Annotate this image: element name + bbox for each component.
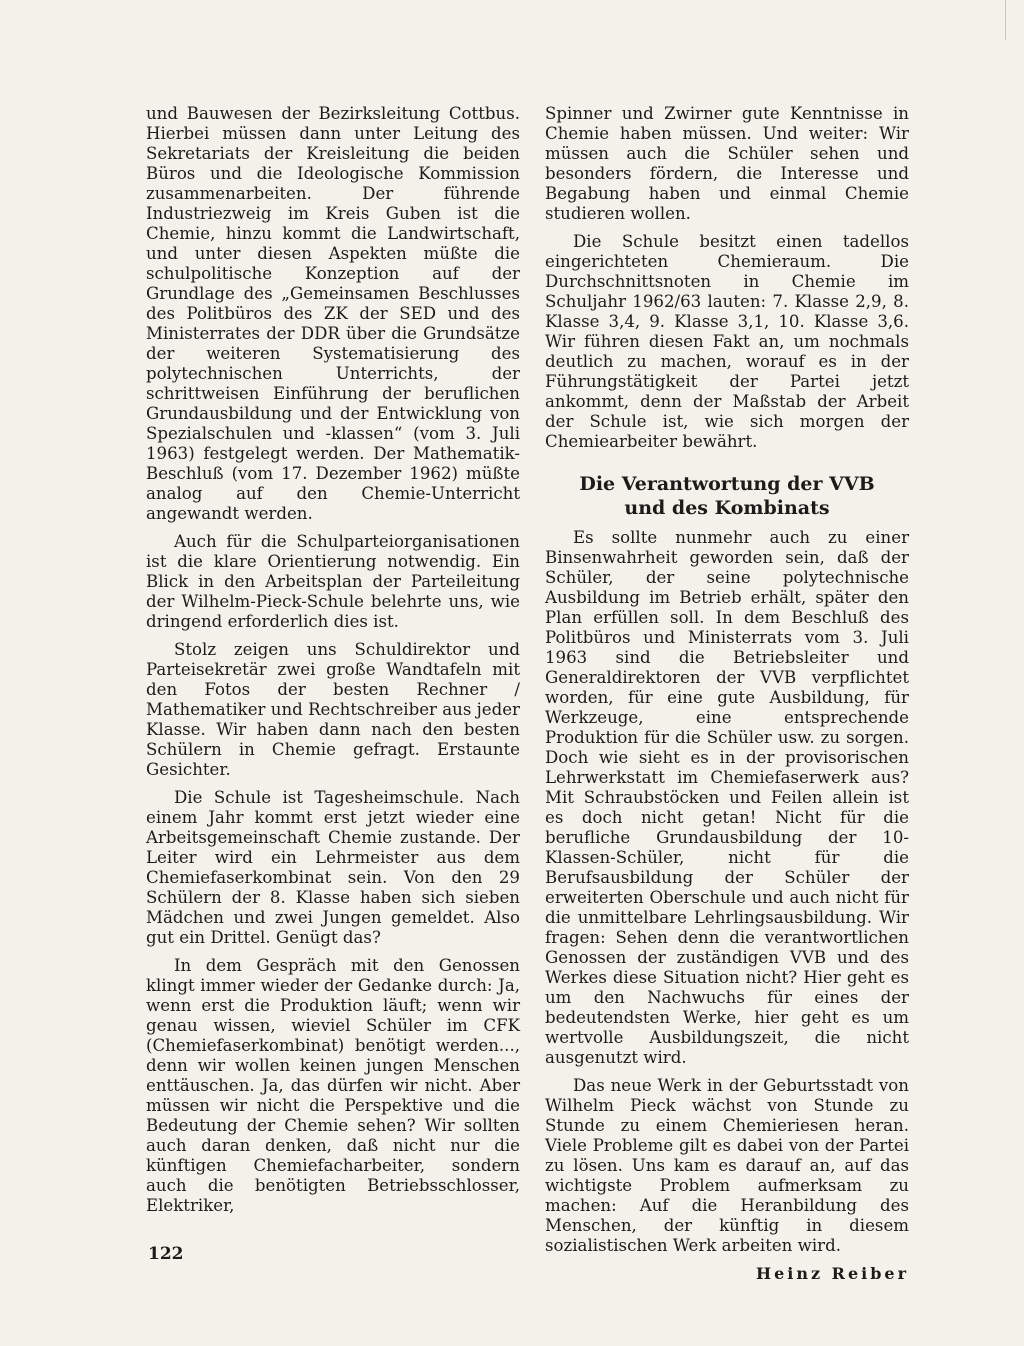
section-heading-line-1: Die Verantwortung der VVB <box>579 473 875 495</box>
left-paragraph-3: Stolz zeigen uns Schuldirektor und Parteisekretär zwei große Wandtafeln mit den Fotos der besten Rechner / Mathematiker und Rechtschreiber aus jeder Klasse. Wir haben dann nach den besten Schülern in Chemie gefragt. Erstaunte Gesichter. <box>146 640 520 779</box>
left-paragraph-2: Auch für die Schulparteiorganisationen ist die klare Orientierung notwendig. Ein Blick in den Arbeitsplan der Parteileitung der Wilhelm-Pieck-Schule belehrte uns, wie dringend erforderlich dies ist. <box>146 532 520 631</box>
section-heading <box>545 472 909 520</box>
right-paragraph-1: Spinner und Zwirner gute Kenntnisse in Chemie haben müssen. Und weiter: Wir müssen auch die Schüler sehen und besonders fördern, die Interesse und Begabung haben und einmal Chemie studieren wollen. <box>545 104 909 223</box>
left-column <box>146 104 520 1224</box>
right-paragraph-2: Die Schule besitzt einen tadellos eingerichteten Chemieraum. Die Durchschnittsnoten in Chemie im Schuljahr 1962/63 lauten: 7. Klasse 2,9, 8. Klasse 3,4, 9. Klasse 3,1, 10. Klasse 3,6. Wir führen diesen Fakt an, um nochmals deutlich zu machen, worauf es in der Führungstätigkeit der Partei jetzt ankommt, denn der Maßstab der Arbeit der Schule ist, wie sich morgen der Chemiearbeiter bewährt. <box>545 232 909 451</box>
section-heading-line-2: und des Kombinats <box>624 497 830 519</box>
left-paragraph-5: In dem Gespräch mit den Genossen klingt immer wieder der Gedanke durch: Ja, wenn erst die Produktion läuft; wenn wir genau wissen, wieviel Schüler im CFK (Chemiefaserkombinat) benötigt werden..., denn wir wollen keinen jungen Menschen enttäuschen. Ja, das dürfen wir nicht. Aber müssen wir nicht die Perspektive und die Bedeutung der Chemie sehen? Wir sollten auch daran denken, daß nicht nur die künftigen Chemiefacharbeiter, sondern auch die benötigten Betriebsschlosser, Elektriker, <box>146 956 520 1215</box>
right-paragraph-4: Das neue Werk in der Geburtsstadt von Wilhelm Pieck wächst von Stunde zu Stunde zu einem Chemieriesen heran. Viele Probleme gilt es dabei von der Partei zu lösen. Uns kam es darauf an, auf das wichtigste Problem aufmerksam zu machen: Auf die Heranbildung des Menschen, der künftig in diesem sozialistischen Werk arbeiten wird. <box>545 1076 909 1255</box>
right-column <box>545 104 909 1284</box>
page-number: 122 <box>148 1244 184 1264</box>
author-signature: Heinz Reiber <box>755 1264 909 1283</box>
left-paragraph-4: Die Schule ist Tagesheimschule. Nach einem Jahr kommt erst jetzt wieder eine Arbeitsgemeinschaft Chemie zustande. Der Leiter wird ein Lehrmeister aus dem Chemiefaserkombinat sein. Von den 29 Schülern der 8. Klasse haben sich sieben Mädchen und zwei Jungen gemeldet. Also gut ein Drittel. Genügt das? <box>146 788 520 947</box>
left-paragraph-1: und Bauwesen der Bezirksleitung Cottbus. Hierbei müssen dann unter Leitung des Sekretariats der Kreisleitung die beiden Büros und die Ideologische Kommission zusammenarbeiten. Der führende Industriezweig im Kreis Guben ist die Chemie, hinzu kommt die Landwirtschaft, und unter diesen Aspekten müßte die schulpolitische Konzeption auf der Grundlage des „Gemeinsamen Beschlusses des Politbüros des ZK der SED und des Ministerrates der DDR über die Grundsätze der weiteren Systematisierung des polytechnischen Unterrichts, der schrittweisen Einführung der beruflichen Grundausbildung und der Entwicklung von Spezialschulen und -klassen“ (vom 3. Juli 1963) festgelegt werden. Der Mathematik-Beschluß (vom 17. Dezember 1962) müßte analog auf den Chemie-Unterricht angewandt werden. <box>146 104 520 523</box>
right-paragraph-3: Es sollte nunmehr auch zu einer Binsenwahrheit geworden sein, daß der Schüler, der seine polytechnische Ausbildung im Betrieb erhält, später den Plan erfüllen soll. In dem Beschluß des Politbüros und Ministerrats vom 3. Juli 1963 sind die Betriebsleiter und Generaldirektoren der VVB verpflichtet worden, für eine gute Ausbildung, für Werkzeuge, eine entsprechende Produktion für die Schüler usw. zu sorgen. Doch wie sieht es in der provisorischen Lehrwerkstatt im Chemiefaserwerk aus? Mit Schraubstöcken und Feilen allein ist es doch nicht getan! Nicht für die berufliche Grundausbildung der 10-Klassen-Schüler, nicht für die Berufsausbildung der Schüler der erweiterten Oberschule und auch nicht für die unmittelbare Lehrlingsausbildung. Wir fragen: Sehen denn die verantwortlichen Genossen der zuständigen VVB und des Werkes diese Situation nicht? Hier geht es um den Nachwuchs für eines der bedeutendsten Werke, hier geht es um wertvolle Ausbildungszeit, die nicht ausgenutzt wird. <box>545 528 909 1067</box>
page-edge-mark <box>1005 0 1010 40</box>
